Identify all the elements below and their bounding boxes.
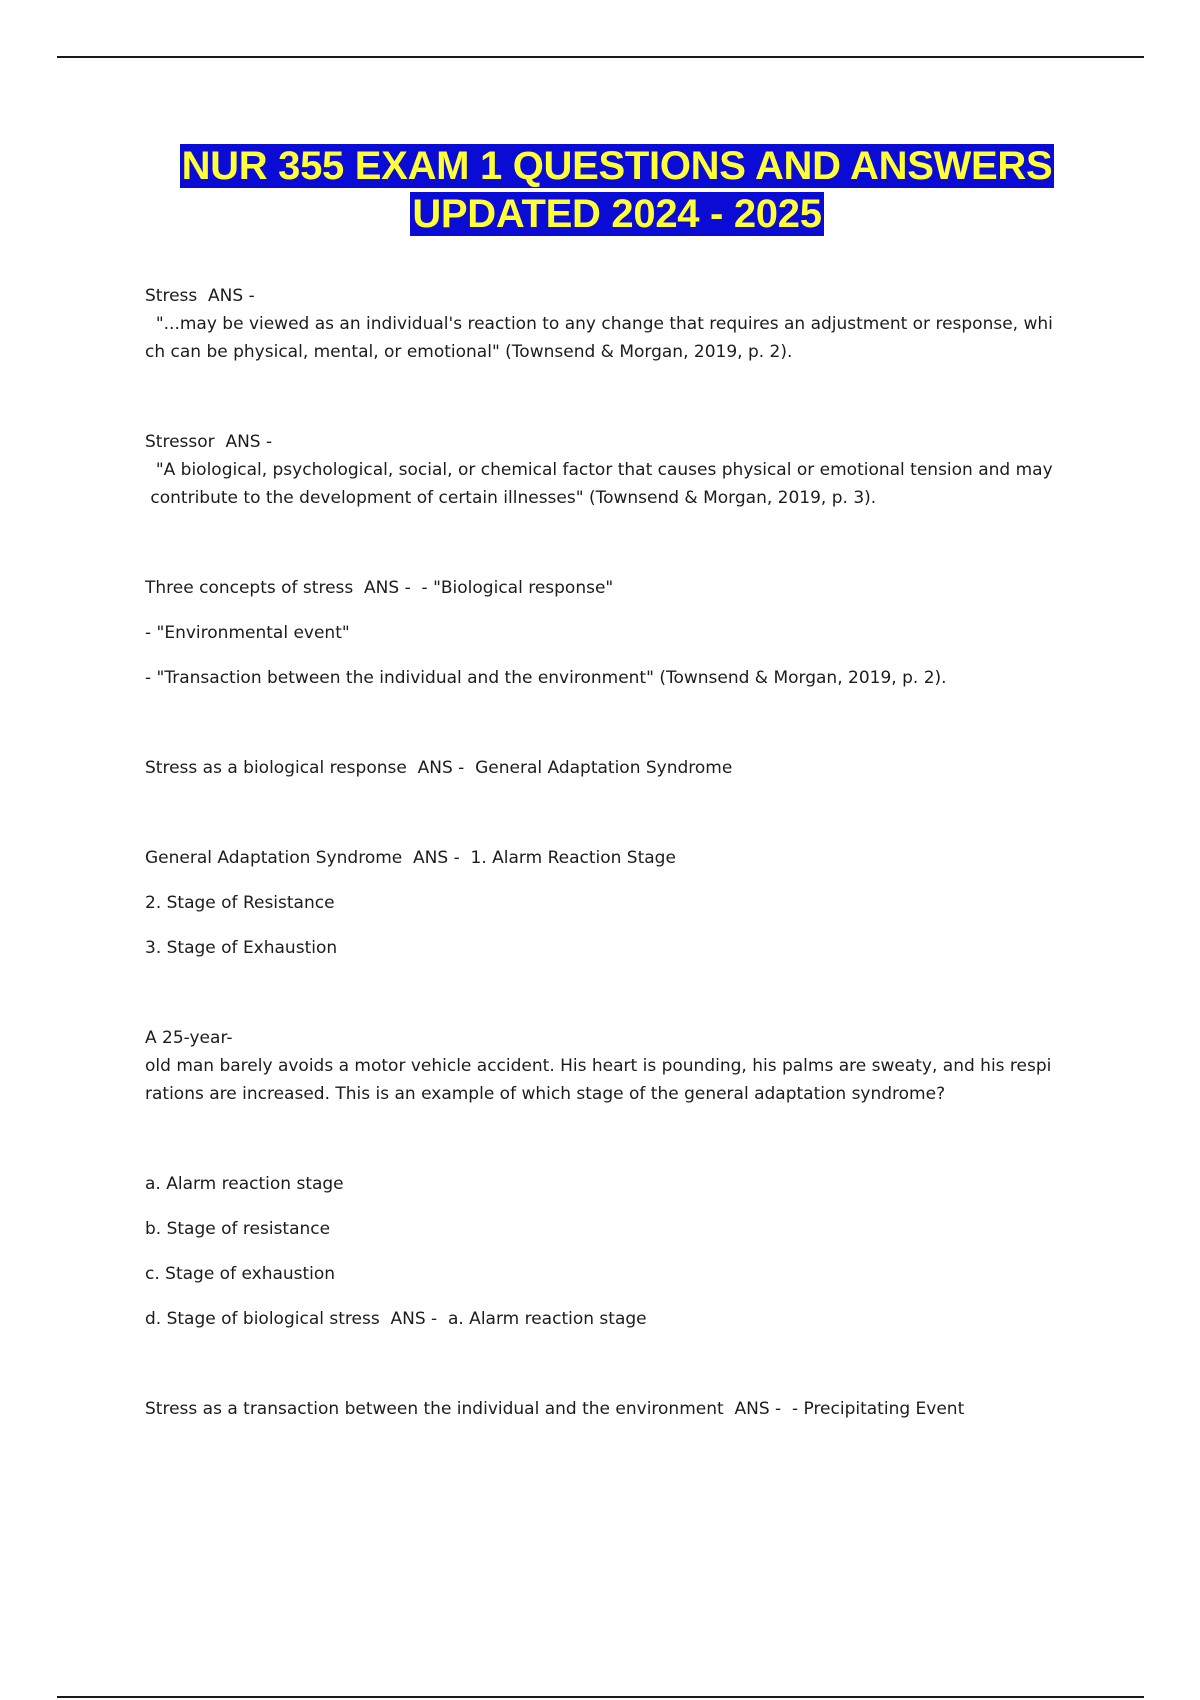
document-title bbox=[0, 142, 1200, 238]
stress-definition-line-2: ch can be physical, mental, or emotional" (Townsend & Morgan, 2019, p. 2). bbox=[145, 342, 793, 362]
stressor-definition-line-1: "A biological, psychological, social, or chemical factor that causes physical or emotional tension and may bbox=[145, 460, 1053, 480]
top-rule bbox=[57, 56, 1144, 58]
gas-item-2: 2. Stage of Resistance bbox=[145, 893, 335, 913]
stressor-definition-line-2: contribute to the development of certain illnesses" (Townsend & Morgan, 2019, p. 3). bbox=[145, 488, 877, 508]
title-line-1: NUR 355 EXAM 1 QUESTIONS AND ANSWERS bbox=[181, 144, 1053, 188]
transaction-term: Stress as a transaction between the individual and the environment ANS - - Precipitating Event bbox=[145, 1399, 965, 1419]
title-line-2: UPDATED 2024 - 2025 bbox=[412, 192, 822, 236]
question-line-3: rations are increased. This is an example of which stage of the general adaptation syndrome? bbox=[145, 1084, 946, 1104]
option-c: c. Stage of exhaustion bbox=[145, 1264, 336, 1284]
gas-term: General Adaptation Syndrome ANS - 1. Alarm Reaction Stage bbox=[145, 848, 676, 868]
concepts-item-2: - "Environmental event" bbox=[145, 623, 350, 643]
concepts-item-3: - "Transaction between the individual and the environment" (Townsend & Morgan, 2019, p. 2). bbox=[145, 668, 947, 688]
concepts-term: Three concepts of stress ANS - - "Biological response" bbox=[145, 578, 614, 598]
biological-response: Stress as a biological response ANS - General Adaptation Syndrome bbox=[145, 758, 733, 778]
question-line-1: A 25-year- bbox=[145, 1028, 233, 1048]
option-b: b. Stage of resistance bbox=[145, 1219, 331, 1239]
document-body bbox=[145, 282, 1095, 1423]
question-line-2: old man barely avoids a motor vehicle accident. His heart is pounding, his palms are sweaty, and his respi bbox=[145, 1056, 1052, 1076]
stressor-term: Stressor ANS - bbox=[145, 432, 278, 452]
stress-term: Stress ANS - bbox=[145, 286, 261, 306]
stress-definition-line-1: "...may be viewed as an individual's reaction to any change that requires an adjustment or response, whi bbox=[145, 314, 1053, 334]
gas-item-3: 3. Stage of Exhaustion bbox=[145, 938, 338, 958]
option-a: a. Alarm reaction stage bbox=[145, 1174, 344, 1194]
option-d: d. Stage of biological stress ANS - a. Alarm reaction stage bbox=[145, 1309, 647, 1329]
bottom-rule bbox=[57, 1696, 1144, 1698]
